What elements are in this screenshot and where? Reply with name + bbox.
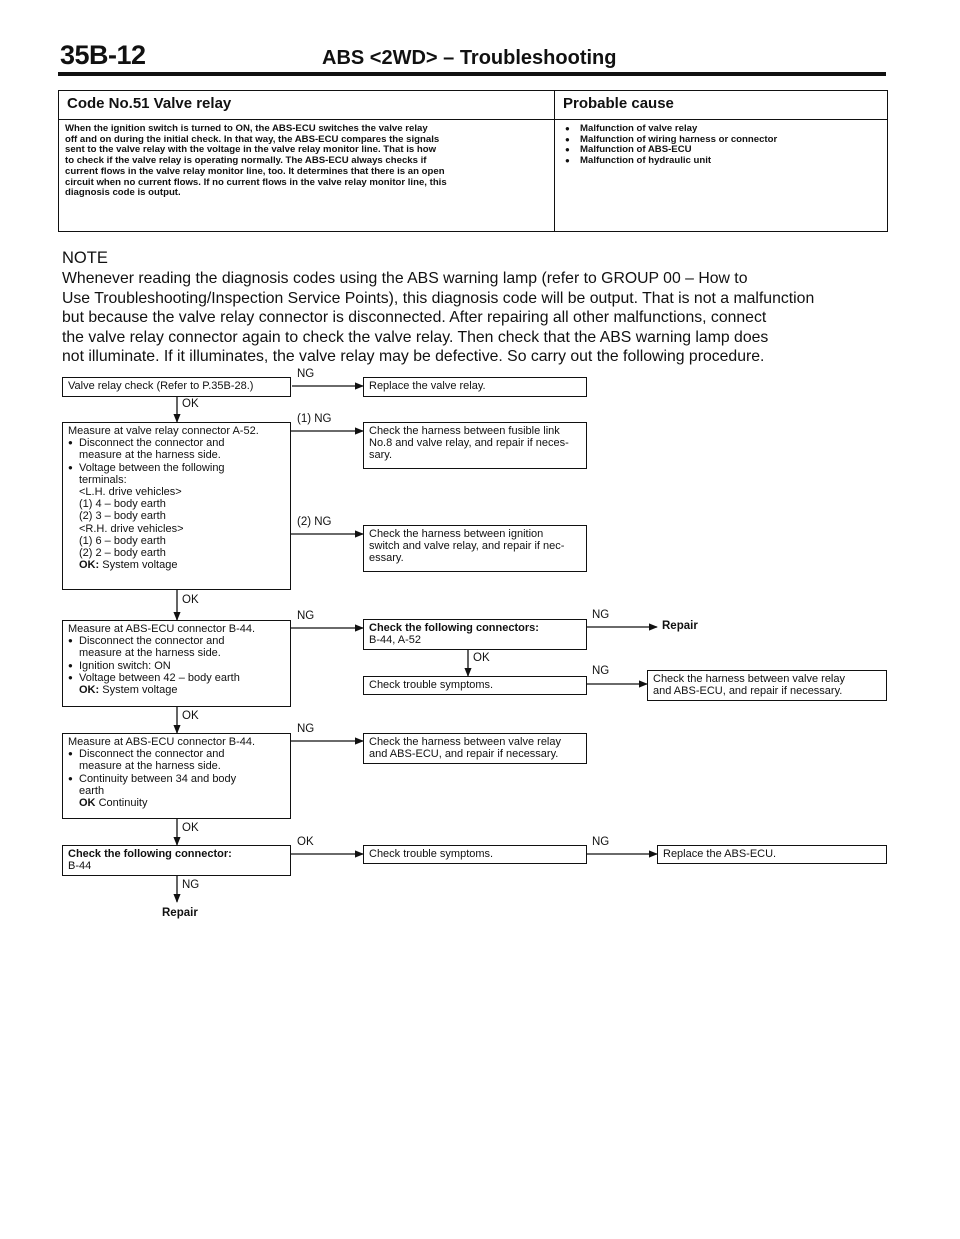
- step-bullet: ● Voltage between 42 – body earth: [68, 672, 285, 684]
- step-bullet: ● Disconnect the connector and: [68, 437, 285, 449]
- ng2-label: (2) NG: [297, 516, 332, 528]
- ok-label: OK: [182, 594, 199, 606]
- step-text: earth: [79, 784, 105, 797]
- step-text: (1) 4 – body earth: [79, 498, 166, 511]
- result-text: sary.: [369, 449, 393, 462]
- check-connector-b44-box: [62, 845, 291, 876]
- ng-label: NG: [592, 836, 610, 848]
- step-text: (2) 2 – body earth: [79, 547, 166, 560]
- step-text: measure at the harness side.: [79, 760, 221, 773]
- code-heading: Code No.51 Valve relay: [67, 95, 232, 112]
- step-text: measure at the harness side.: [79, 647, 221, 660]
- step-text: terminals:: [79, 473, 127, 486]
- repair-label: Repair: [662, 620, 698, 632]
- check-harness-valve-relay-ecu-box: [647, 670, 887, 701]
- result-text: Check the harness between valve relay: [369, 736, 561, 748]
- repair-label-bottom: Repair: [162, 907, 198, 919]
- step-text: (1) 6 – body earth: [79, 534, 166, 547]
- result-text: and ABS-ECU, and repair if necessary.: [653, 685, 843, 698]
- ng-label: NG: [297, 723, 315, 735]
- step-text: measure at the harness side.: [79, 449, 221, 462]
- ok-criterion-label: OK:: [79, 559, 100, 572]
- measure-valve-relay-connector-box: [62, 422, 291, 590]
- check-trouble-symptoms-box: [363, 676, 587, 695]
- step-title: Check the following connectors:: [369, 622, 539, 634]
- note-line: Whenever reading the diagnosis codes using the ABS warning lamp (refer to GROUP 00 – How to: [62, 270, 748, 287]
- ng-label: NG: [182, 879, 200, 891]
- note-line: the valve relay connector again to check the valve relay. Then check that the ABS warning lamp does: [62, 328, 769, 346]
- result-text: and ABS-ECU, and repair if necessary.: [369, 748, 559, 761]
- ok-criterion-value: Continuity: [98, 797, 148, 810]
- ok-criterion-label: OK: [79, 797, 96, 810]
- result-text: No.8 and valve relay, and repair if neces-: [369, 437, 569, 450]
- description-line: off and on during the initial check. In that way, the ABS-ECU compares the signals: [65, 133, 440, 145]
- page-number: 35B-12: [60, 40, 146, 70]
- result-text: switch and valve relay, and repair if nec-: [369, 540, 565, 553]
- ok-label: OK: [297, 836, 314, 848]
- step-title: Measure at ABS-ECU connector B-44.: [68, 736, 256, 748]
- probable-cause-heading: Probable cause: [563, 95, 674, 112]
- ok-label: OK: [182, 710, 199, 722]
- replace-abs-ecu-box: [657, 845, 887, 864]
- step-text: B-44, A-52: [369, 634, 421, 647]
- result-text: Check the harness between valve relay: [653, 673, 845, 685]
- cause-item: ● Malfunction of ABS-ECU: [563, 145, 883, 156]
- step-text: <R.H. drive vehicles>: [79, 522, 184, 535]
- step-bullet: ● Ignition switch: ON: [68, 660, 285, 672]
- step-title: Measure at valve relay connector A-52.: [68, 425, 259, 437]
- replace-valve-relay-box: [363, 377, 587, 397]
- ok-criterion-value: System voltage: [102, 559, 178, 572]
- cause-item: ● Malfunction of hydraulic unit: [563, 156, 883, 167]
- description-line: circuit when no current flows. If no current flows in the valve relay monitor line, this: [65, 176, 447, 188]
- description-line: to check if the valve relay is operating normally. The ABS-ECU always checks if: [65, 155, 427, 167]
- step-title: Measure at ABS-ECU connector B-44.: [68, 623, 256, 635]
- check-harness-fusible-link-box: [363, 422, 587, 469]
- result-text: Check trouble symptoms.: [369, 848, 494, 860]
- ng-label: NG: [592, 665, 610, 677]
- description-line: When the ignition switch is turned to ON, the ABS-ECU switches the valve relay: [65, 123, 428, 134]
- step-text: Valve relay check (Refer to P.35B-28.): [68, 380, 254, 392]
- result-text: Check the harness between ignition: [369, 528, 544, 540]
- ng-label: NG: [297, 368, 315, 380]
- step-text: <L.H. drive vehicles>: [79, 486, 182, 499]
- step-title: Check the following connector:: [68, 848, 232, 860]
- step-text: (2) 3 – body earth: [79, 510, 166, 523]
- ok-label: OK: [182, 398, 199, 410]
- note-line: Use Troubleshooting/Inspection Service Points), this diagnosis code will be output. That is not a malfunction: [62, 289, 815, 307]
- note-heading: NOTE: [62, 249, 108, 267]
- step-bullet: ● Continuity between 34 and body: [68, 773, 285, 785]
- ok-criterion-value: System voltage: [102, 684, 178, 697]
- measure-abs-ecu-continuity-box: [62, 733, 291, 819]
- measure-abs-ecu-voltage-box: [62, 620, 291, 707]
- check-harness-ignition-switch-box: [363, 525, 587, 572]
- cause-item: ● Malfunction of valve relay: [563, 124, 883, 135]
- step-bullet: ● Voltage between the following: [68, 462, 285, 474]
- note-line: not illuminate. If it illuminates, the valve relay may be defective. So carry out the following procedure.: [62, 348, 765, 366]
- result-text: essary.: [369, 552, 404, 565]
- note-line: but because the valve relay connector is disconnected. After repairing all other malfunctions, connect: [62, 309, 767, 327]
- result-text: Check trouble symptoms.: [369, 679, 494, 691]
- valve-relay-check-box: [62, 377, 291, 397]
- description-line: current flows in the valve relay monitor line, too. It determines that there is an open: [65, 165, 445, 177]
- ng-label: NG: [297, 610, 315, 622]
- cause-item: ● Malfunction of wiring harness or connector: [563, 135, 883, 146]
- ok-label: OK: [182, 822, 199, 834]
- result-text: Check the harness between fusible link: [369, 425, 560, 437]
- check-trouble-symptoms-box-2: [363, 845, 587, 864]
- description-line: sent to the valve relay with the voltage in the valve relay monitor line. That is how: [65, 144, 437, 156]
- check-connectors-b44-a52-box: [363, 619, 587, 650]
- step-bullet: ● Disconnect the connector and: [68, 748, 285, 760]
- step-text: B-44: [68, 860, 92, 873]
- step-bullet: ● Disconnect the connector and: [68, 635, 285, 647]
- result-text: Replace the ABS-ECU.: [663, 848, 777, 860]
- ng-label: NG: [592, 609, 610, 621]
- page-title: ABS <2WD> – Troubleshooting: [322, 47, 617, 69]
- check-harness-valve-relay-ecu-box-2: [363, 733, 587, 764]
- ok-label: OK: [473, 652, 490, 664]
- result-text: Replace the valve relay.: [369, 380, 486, 392]
- ok-criterion-label: OK:: [79, 684, 100, 697]
- description-line: diagnosis code is output.: [65, 187, 181, 199]
- ng1-label: (1) NG: [297, 413, 332, 425]
